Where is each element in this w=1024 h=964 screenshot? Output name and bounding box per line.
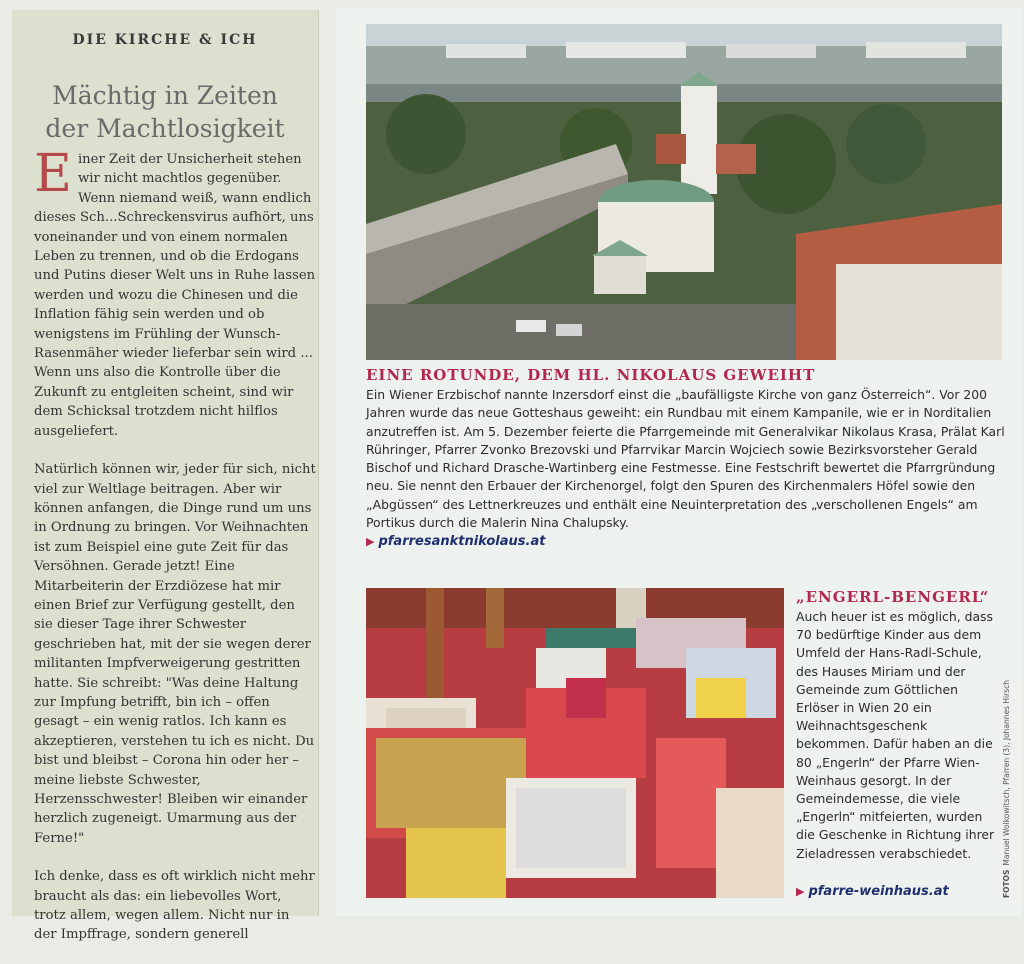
church-photo-image <box>366 24 1002 360</box>
article-headline <box>12 79 318 145</box>
paragraph-1 <box>34 144 316 441</box>
headline-line-1: Mächtig in Zeiten <box>52 80 278 110</box>
photo-credit <box>1002 680 1011 898</box>
section-kicker: DIE KIRCHE & ICH <box>72 32 258 48</box>
engerl-text: Auch heuer ist es möglich, dass 70 bedürftige Kinder aus dem Umfeld der Hans-Radl-Schule, des Hauses Miriam und der Gemeinde zum Göttlichen Erlöser in Wien 20 ein Weihnachtsgeschenk bekommen. Dafür haben an die 80 „Engerln“ der Pfarre Wien-Weinhaus gesorgt. In der Gemeindemesse, die viele „Engerln“ mitfeierten, wurden die Geschenke in Richtung ihrer Zieladressen verabschiedet. <box>796 609 995 861</box>
drop-cap: E <box>34 144 72 204</box>
column-left <box>12 10 319 943</box>
column-right <box>336 8 1022 916</box>
arrow-right-icon: ▶ <box>366 535 375 548</box>
rotunde-text: Ein Wiener Erzbischof nannte Inzersdorf einst die „baufälligste Kirche von ganz Österreich“. Vor 200 Jahren wurde das neue Gotteshaus geweiht: ein Rundbau mit einem Kampanile, wie er in Norditalien anzutreffen ist. Am 5. Dezember feierte die Pfarrgemeinde mit Generalvikar Nikolaus Krasa, Prälat Karl Rühringer, Pfarrer Zvonko Brezovski und Pfarrvikar Marcin Wojciech sowie Bezirksvorsteher Gerald Bischof und Richard Drasche-Wartinberg eine Festmesse. Eine Festschrift bewertet die Pfarrgründung neu. Sie nennt den Erbauer der Kirchenorgel, folgt den Spuren des Kirchenmalers Höfel sowie den „Abgüssen“ des Lettnerkreuzes und enthält eine Neuinterpretation des „verschollenen Engels“ am Portikus durch die Malerin Nina Chalupsky. <box>366 387 1005 531</box>
article-body <box>34 144 316 964</box>
paragraph-3: Ich denke, dass es oft wirklich nicht mehr braucht als das: ein liebevolles Wort, trotz allem, wegen allem. Nicht nur in der Impffrage, sondern generell <box>34 869 315 943</box>
arrow-right-icon: ▶ <box>796 885 805 898</box>
rotunde-link-text[interactable]: pfarresanktnikolaus.at <box>378 534 546 549</box>
rotunde-title: EINE ROTUNDE, DEM HL. NIKOLAUS GEWEIHT <box>366 366 816 384</box>
gifts-photo <box>366 588 784 898</box>
photo-credit-text: Manuel Wolkowitsch, Pfarren (3), Johannes Hirsch <box>1002 679 1011 866</box>
engerl-link-text[interactable]: pfarre-weinhaus.at <box>808 884 949 899</box>
paragraph-2: Natürlich können wir, jeder für sich, nicht viel zur Weltlage beitragen. Aber wir können anfangen, die Dinge rund um uns in Ordnung zu bringen. Vor Weihnachten ist zum Beispiel eine gute Zeit für das Versöhnen. Gerade jetzt! Eine Mitarbeiterin der Erzdiözese hat mir einen Brief zur Verfügung gestellt, den sie dieser Tage ihrer Schwester geschrieben hat, mit der sie wegen derer militanten Impfverweigerung gestritten hatte. Sie schreibt: "Was deine Haltung zur Impfung betrifft, bin ich – offen gesagt – ein wenig ratlos. Ich kann es akzeptieren, verstehen tu ich es nicht. Du bist und bleibst – Corona hin oder her – meine liebste Schwester, Herzensschwester! Bleiben wir einander herzlich zugeneigt. Umarmung aus der Ferne!" <box>34 462 316 846</box>
photo-credit-label: FOTOS <box>1002 869 1011 898</box>
gifts-photo-image <box>366 588 784 898</box>
engerl-title: „ENGERL-BENGERL“ <box>796 588 990 606</box>
church-photo <box>366 24 1002 360</box>
engerl-link[interactable] <box>796 884 949 899</box>
rotunde-link[interactable] <box>366 534 545 549</box>
paragraph-1-text: iner Zeit der Unsicherheit stehen wir nicht machtlos gegenüber. Wenn niemand weiß, wann endlich dieses Sch...Schreckensvirus aufhört, uns voneinander und von einem normalen Leben zu trennen, und ob die Erdogans und Putins dieser Welt uns in Ruhe lassen werden und wozu die Chinesen und die Inflation fähig sein werden und ob wenigstens im Frühling der Wunsch-Rasenmäher wieder lieferbar sein wird ... Wenn uns also die Kontrolle über die Zukunft zu entgleiten scheint, sind wir dem Schicksal trotzdem nicht hilflos ausgeliefert. <box>34 152 316 439</box>
headline-line-2: der Machtlosigkeit <box>45 113 285 143</box>
